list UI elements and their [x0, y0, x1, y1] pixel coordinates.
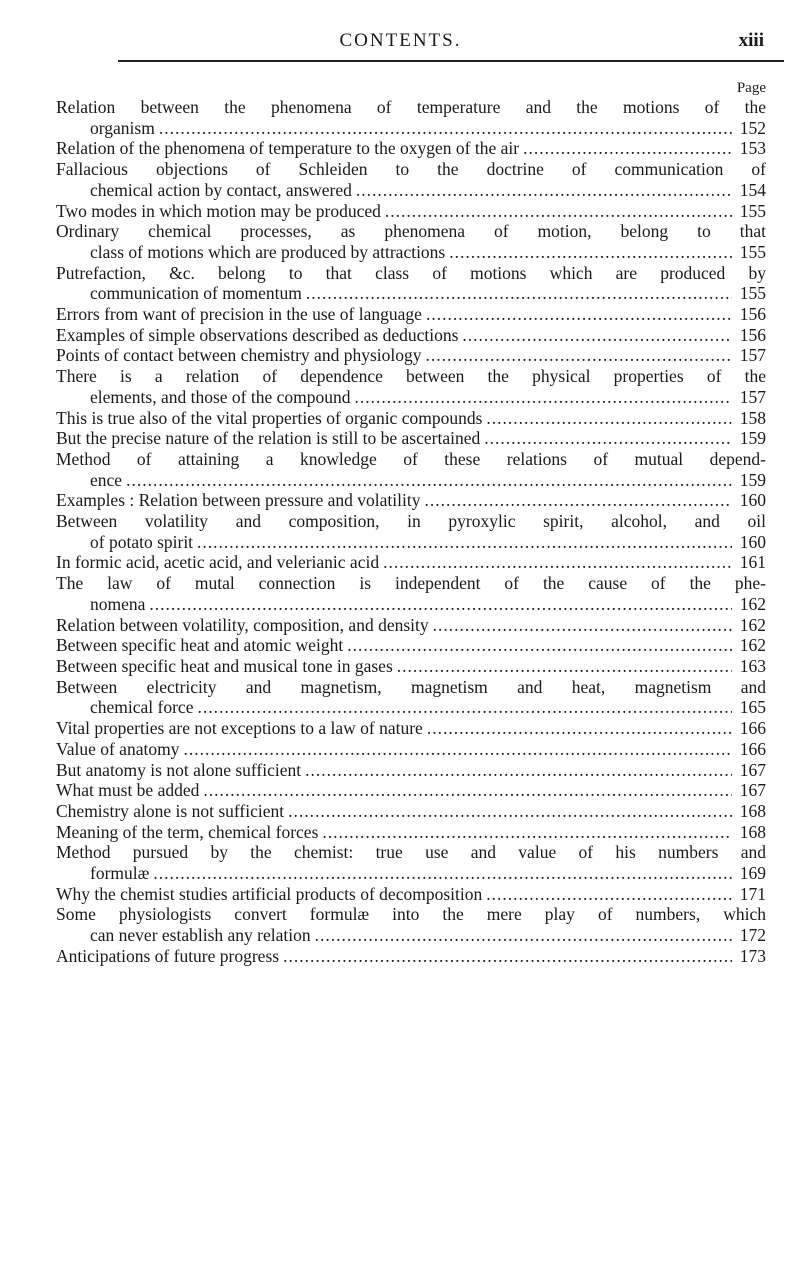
toc-entry-text: Between specific heat and atomic weight [56, 635, 344, 656]
dot-leader [427, 718, 732, 739]
toc-entry [56, 780, 766, 801]
page-number: 157 [739, 345, 766, 366]
page-number: 167 [739, 780, 766, 801]
page-number: 166 [739, 738, 766, 759]
page-number: 157 [739, 386, 766, 407]
toc-entry [56, 801, 766, 822]
toc-entry [56, 573, 766, 614]
toc-entry-line [56, 884, 766, 905]
toc-entry-line [56, 925, 766, 946]
toc-entry [56, 884, 766, 905]
toc-entry-line [56, 801, 766, 822]
dot-leader [426, 304, 732, 325]
toc-entry-text: class of motions which are produced by attractions [90, 241, 446, 262]
page-number: 163 [739, 655, 766, 676]
toc-entry [56, 345, 766, 366]
toc-entry-text: Points of contact between chemistry and physiology [56, 345, 422, 366]
toc-entry [56, 263, 766, 304]
page-number: 168 [739, 821, 766, 842]
toc-entry-line [56, 635, 766, 656]
dot-leader [159, 118, 732, 139]
toc-entry [56, 304, 766, 325]
toc-entry-line [56, 408, 766, 429]
toc-entry-text: Between specific heat and musical tone in gases [56, 655, 393, 676]
toc-entry-text: nomena [90, 593, 146, 614]
dot-leader [126, 470, 732, 491]
toc-entry [56, 201, 766, 222]
toc-entry [56, 677, 766, 718]
toc-entry-line [56, 656, 766, 677]
toc-entry-line [56, 470, 766, 491]
dot-leader [449, 242, 732, 263]
toc-entry-text: chemical force [90, 697, 194, 718]
toc-entry-text: Relation of the phenomena of temperature to the oxygen of the air [56, 138, 520, 159]
toc-entry [56, 325, 766, 346]
toc-entry-text: Relation between volatility, composition, and density [56, 614, 429, 635]
dot-leader [433, 615, 732, 636]
dot-leader [197, 532, 732, 553]
toc-entry-line [56, 428, 766, 449]
toc-entry-line [56, 863, 766, 884]
toc-entry-text: chemical action by contact, answered [90, 179, 352, 200]
toc-entry-text: Errors from want of precision in the use of language [56, 304, 422, 325]
toc-entry [56, 739, 766, 760]
page-title: CONTENTS. [339, 30, 462, 51]
toc-entry-line [56, 780, 766, 801]
dot-leader [283, 946, 732, 967]
toc-entry [56, 490, 766, 511]
toc-entry-line [56, 697, 766, 718]
dot-leader [424, 490, 732, 511]
page-number: 156 [739, 324, 766, 345]
toc-entry-line [56, 594, 766, 615]
toc-entry-line [56, 325, 766, 346]
toc-entry-line [56, 201, 766, 222]
dot-leader [347, 635, 732, 656]
toc-entry-line [56, 283, 766, 304]
toc-entry-text: Method of attaining a knowledge of these relations of mutual depend- [56, 448, 766, 469]
dot-leader [149, 594, 732, 615]
toc-entry-line [56, 739, 766, 760]
toc-entry-text: communication of momentum [90, 283, 302, 304]
toc-entry-line [56, 138, 766, 159]
toc-entry-line [56, 490, 766, 511]
toc-entry [56, 552, 766, 573]
toc-entry-text: Between volatility and composition, in pyroxylic spirit, alcohol, and oil [56, 511, 766, 532]
toc-entry-text: Ordinary chemical processes, as phenomena of motion, belong to that [56, 221, 766, 242]
page-number: 169 [739, 863, 766, 884]
header-rule [118, 60, 784, 62]
dot-leader [322, 822, 732, 843]
page-number: 154 [739, 179, 766, 200]
dot-leader [397, 656, 732, 677]
toc-entry-text: Chemistry alone is not sufficient [56, 800, 285, 821]
page-number: 159 [739, 428, 766, 449]
toc-entry-text: ence [90, 469, 123, 490]
toc-entry-line [56, 615, 766, 636]
toc-entry [56, 449, 766, 490]
page-number: 156 [739, 304, 766, 325]
page-column-label: Page [736, 80, 766, 96]
toc-entry-text: But anatomy is not alone sufficient [56, 759, 302, 780]
toc-entry-line [56, 304, 766, 325]
toc-entry-text: Between electricity and magnetism, magnetism and heat, magnetism and [56, 676, 766, 697]
toc-entry-text: Vital properties are not exceptions to a law of nature [56, 718, 423, 739]
dot-leader [197, 697, 732, 718]
dot-leader [355, 387, 733, 408]
toc-entry [56, 511, 766, 552]
toc-entry [56, 428, 766, 449]
toc-entry-line [56, 387, 766, 408]
dot-leader [486, 884, 732, 905]
toc-entry-text: Method pursued by the chemist: true use and value of his numbers and [56, 842, 766, 863]
dot-leader [486, 408, 732, 429]
dot-leader [523, 138, 732, 159]
toc-entry-text: Meaning of the term, chemical forces [56, 821, 319, 842]
dot-leader [153, 863, 732, 884]
contents-list [56, 97, 766, 967]
page-number: 168 [739, 800, 766, 821]
toc-entry [56, 718, 766, 739]
toc-entry [56, 635, 766, 656]
toc-entry-text: Examples of simple observations described as deductions [56, 324, 459, 345]
page-number: 155 [739, 241, 766, 262]
toc-entry-line [56, 118, 766, 139]
toc-entry-text: Relation between the phenomena of temperature and the motions of the [56, 97, 766, 117]
toc-entry-line [56, 242, 766, 263]
toc-entry [56, 408, 766, 429]
toc-entry-text: Some physiologists convert formulæ into the mere play of numbers, which [56, 904, 766, 925]
page-number: 162 [739, 614, 766, 635]
folio-number: xiii [738, 30, 764, 51]
dot-leader [425, 345, 732, 366]
toc-entry-text: formulæ [90, 863, 150, 884]
toc-entry [56, 842, 766, 883]
toc-entry [56, 159, 766, 200]
running-head [0, 30, 801, 54]
toc-entry-line [56, 552, 766, 573]
toc-entry-text: This is true also of the vital properties of organic compounds [56, 407, 483, 428]
toc-entry-text: Value of anatomy [56, 738, 180, 759]
toc-entry-text: Anticipations of future progress [56, 945, 280, 966]
dot-leader [183, 739, 732, 760]
page-number: 165 [739, 697, 766, 718]
dot-leader [484, 428, 732, 449]
toc-entry [56, 904, 766, 945]
dot-leader [315, 925, 732, 946]
dot-leader [356, 180, 732, 201]
page-number: 152 [739, 117, 766, 138]
toc-entry-line [56, 180, 766, 201]
toc-entry [56, 221, 766, 262]
dot-leader [203, 780, 732, 801]
dot-leader [383, 552, 732, 573]
page-number: 172 [739, 925, 766, 946]
toc-entry-text: elements, and those of the compound [90, 386, 351, 407]
page-number: 153 [739, 138, 766, 159]
dot-leader [306, 283, 732, 304]
page-number: 167 [739, 759, 766, 780]
toc-entry [56, 656, 766, 677]
page-number: 158 [739, 407, 766, 428]
page-number: 160 [739, 490, 766, 511]
toc-entry [56, 366, 766, 407]
dot-leader [385, 201, 732, 222]
toc-entry-text: organism [90, 117, 155, 138]
toc-entry [56, 97, 766, 138]
page-number: 160 [739, 531, 766, 552]
toc-entry [56, 822, 766, 843]
page-number: 159 [739, 469, 766, 490]
toc-entry-line [56, 718, 766, 739]
toc-entry-text: Why the chemist studies artificial products of decomposition [56, 883, 483, 904]
toc-entry-text: There is a relation of dependence between the physical properties of the [56, 366, 766, 387]
toc-entry-line [56, 532, 766, 553]
dot-leader [462, 325, 732, 346]
toc-entry-text: In formic acid, acetic acid, and velerianic acid [56, 552, 380, 573]
toc-entry-text: What must be added [56, 780, 200, 801]
toc-entry-line [56, 822, 766, 843]
dot-leader [305, 760, 732, 781]
toc-entry-line [56, 760, 766, 781]
toc-entry [56, 760, 766, 781]
toc-entry-text: can never establish any relation [90, 925, 311, 946]
page-number: 162 [739, 635, 766, 656]
toc-entry-text: Putrefaction, &c. belong to that class of motions which are produced by [56, 262, 766, 283]
toc-entry-text: Two modes in which motion may be produced [56, 200, 381, 221]
toc-entry-text: of potato spirit [90, 531, 194, 552]
dot-leader [288, 801, 732, 822]
page-number: 166 [739, 718, 766, 739]
page-number: 173 [739, 945, 766, 966]
toc-entry-text: Examples : Relation between pressure and volatility [56, 490, 421, 511]
page-number: 171 [739, 883, 766, 904]
page-number: 161 [739, 552, 766, 573]
page-number: 162 [739, 593, 766, 614]
toc-entry [56, 615, 766, 636]
toc-entry-text: The law of mutal connection is independent of the cause of the phe- [56, 573, 766, 594]
toc-entry [56, 946, 766, 967]
toc-entry-text: But the precise nature of the relation is still to be ascertained [56, 428, 481, 449]
toc-entry-line [56, 345, 766, 366]
toc-entry [56, 138, 766, 159]
toc-entry-line [56, 946, 766, 967]
page-number: 155 [739, 283, 766, 304]
page-number: 155 [739, 200, 766, 221]
toc-entry-text: Fallacious objections of Schleiden to the doctrine of communication of [56, 159, 766, 180]
